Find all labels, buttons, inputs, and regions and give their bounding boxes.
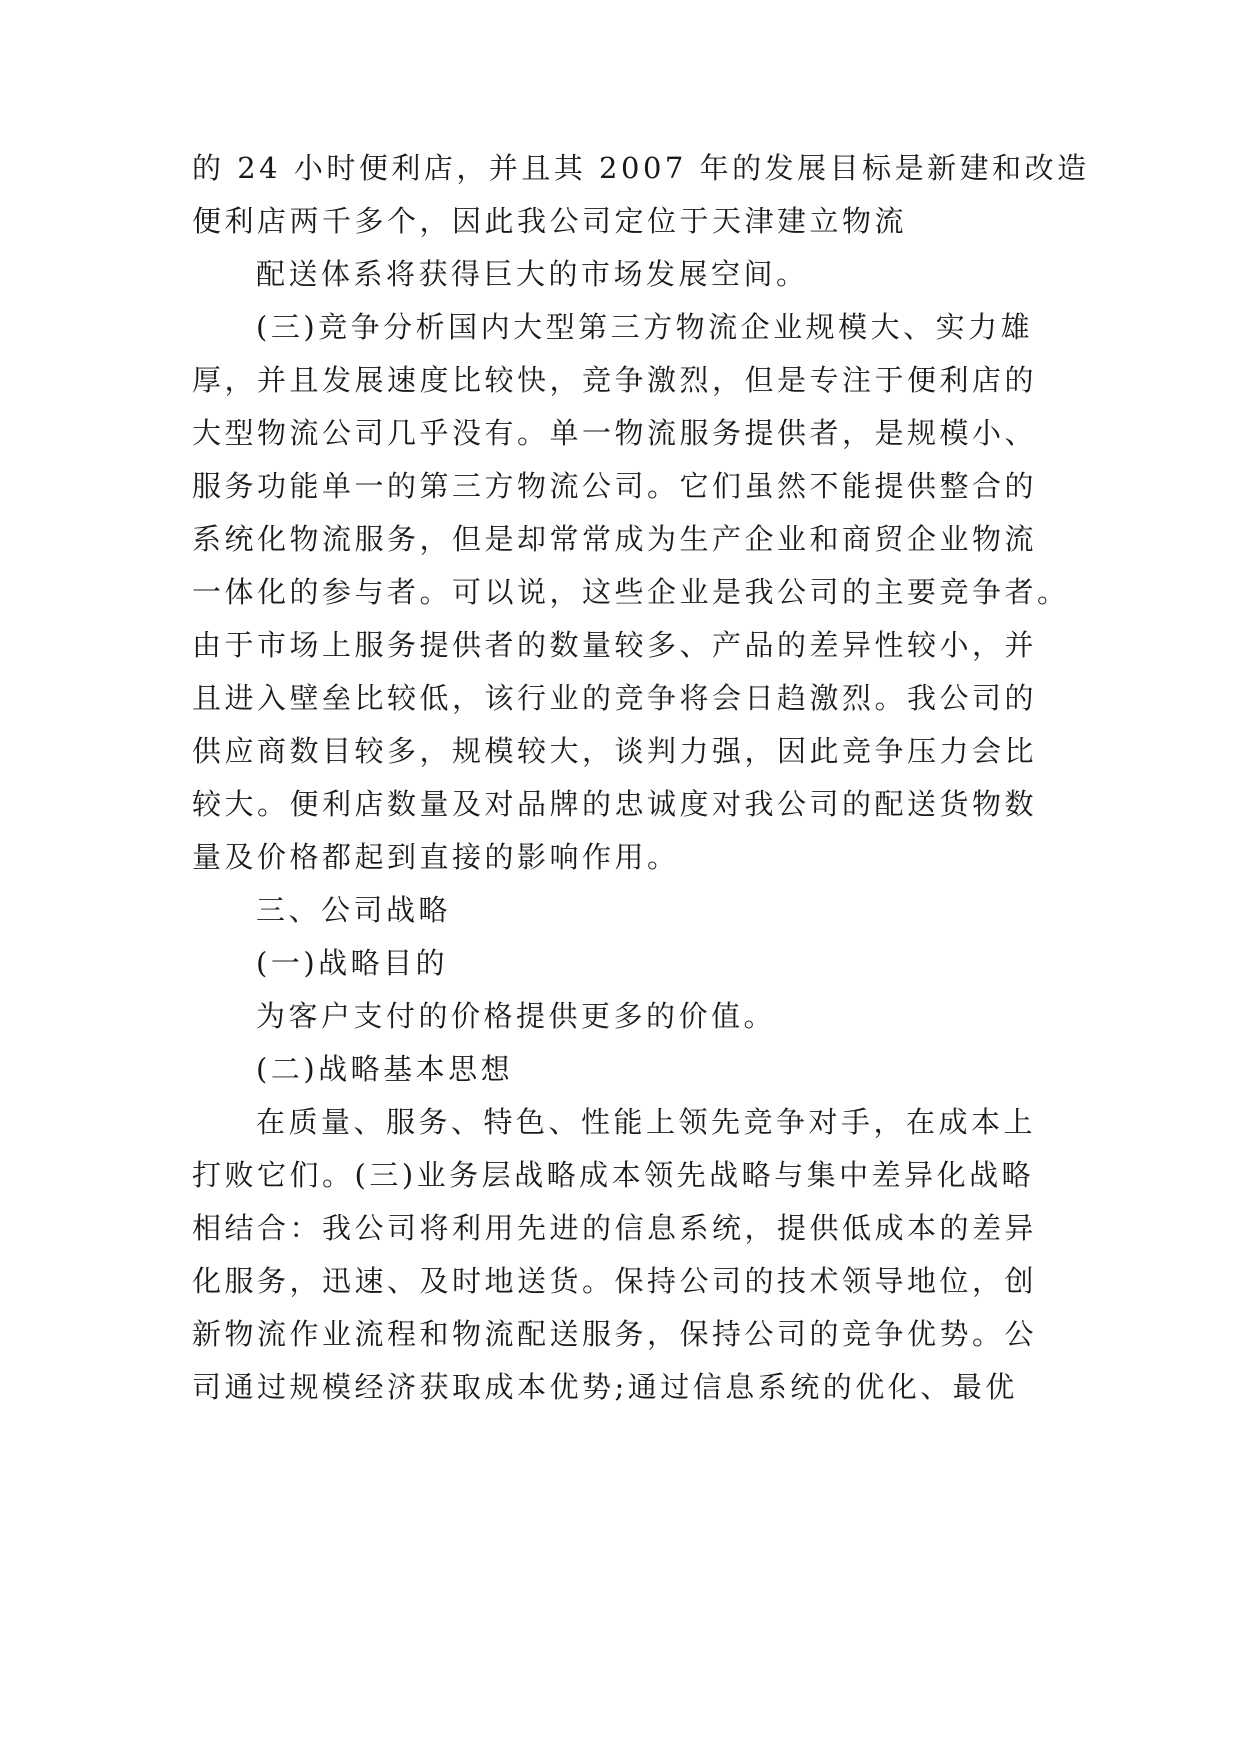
text-line: 配送体系将获得巨大的市场发展空间。 (256, 257, 809, 291)
text-line: 系统化物流服务，但是却常常成为生产企业和商贸企业物流 (192, 522, 1038, 556)
text-line: 司通过规模经济获取成本优势;通过信息系统的优化、最优 (192, 1370, 1018, 1404)
text-line: 为客户支付的价格提供更多的价值。 (256, 999, 777, 1033)
text-line: (三)竞争分析国内大型第三方物流企业规模大、实力雄 (256, 310, 1034, 344)
text-line: 且进入壁垒比较低，该行业的竞争将会日趋激烈。我公司的 (192, 681, 1038, 715)
text-line: 相结合：我公司将利用先进的信息系统，提供低成本的差异 (192, 1211, 1038, 1245)
text-line: 较大。便利店数量及对品牌的忠诚度对我公司的配送货物数 (192, 787, 1038, 821)
text-line: 新物流作业流程和物流配送服务，保持公司的竞争优势。公 (192, 1317, 1038, 1351)
text-line: 打败它们。(三)业务层战略成本领先战略与集中差异化战略 (192, 1158, 1035, 1192)
section-heading: 三、公司战略 (256, 893, 452, 927)
text-line: 便利店两千多个，因此我公司定位于天津建立物流 (192, 204, 908, 238)
text-line: 在质量、服务、特色、性能上领先竞争对手，在成本上 (256, 1105, 1037, 1139)
text-line: 厚，并且发展速度比较快，竞争激烈，但是专注于便利店的 (192, 363, 1038, 397)
text-line: 大型物流公司几乎没有。单一物流服务提供者，是规模小、 (192, 416, 1038, 450)
text-line: 供应商数目较多，规模较大，谈判力强，因此竞争压力会比 (192, 734, 1038, 768)
text-line: 的 24 小时便利店，并且其 2007 年的发展目标是新建和改造 (192, 151, 1090, 185)
subsection-heading: (二)战略基本思想 (256, 1052, 514, 1086)
text-line: 量及价格都起到直接的影响作用。 (192, 840, 680, 874)
text-line: 一体化的参与者。可以说，这些企业是我公司的主要竞争者。 (192, 575, 1070, 609)
subsection-heading: (一)战略目的 (256, 946, 449, 980)
text-line: 服务功能单一的第三方物流公司。它们虽然不能提供整合的 (192, 469, 1038, 503)
text-line: 由于市场上服务提供者的数量较多、产品的差异性较小，并 (192, 628, 1038, 662)
text-line: 化服务，迅速、及时地送货。保持公司的技术领导地位，创 (192, 1264, 1038, 1298)
